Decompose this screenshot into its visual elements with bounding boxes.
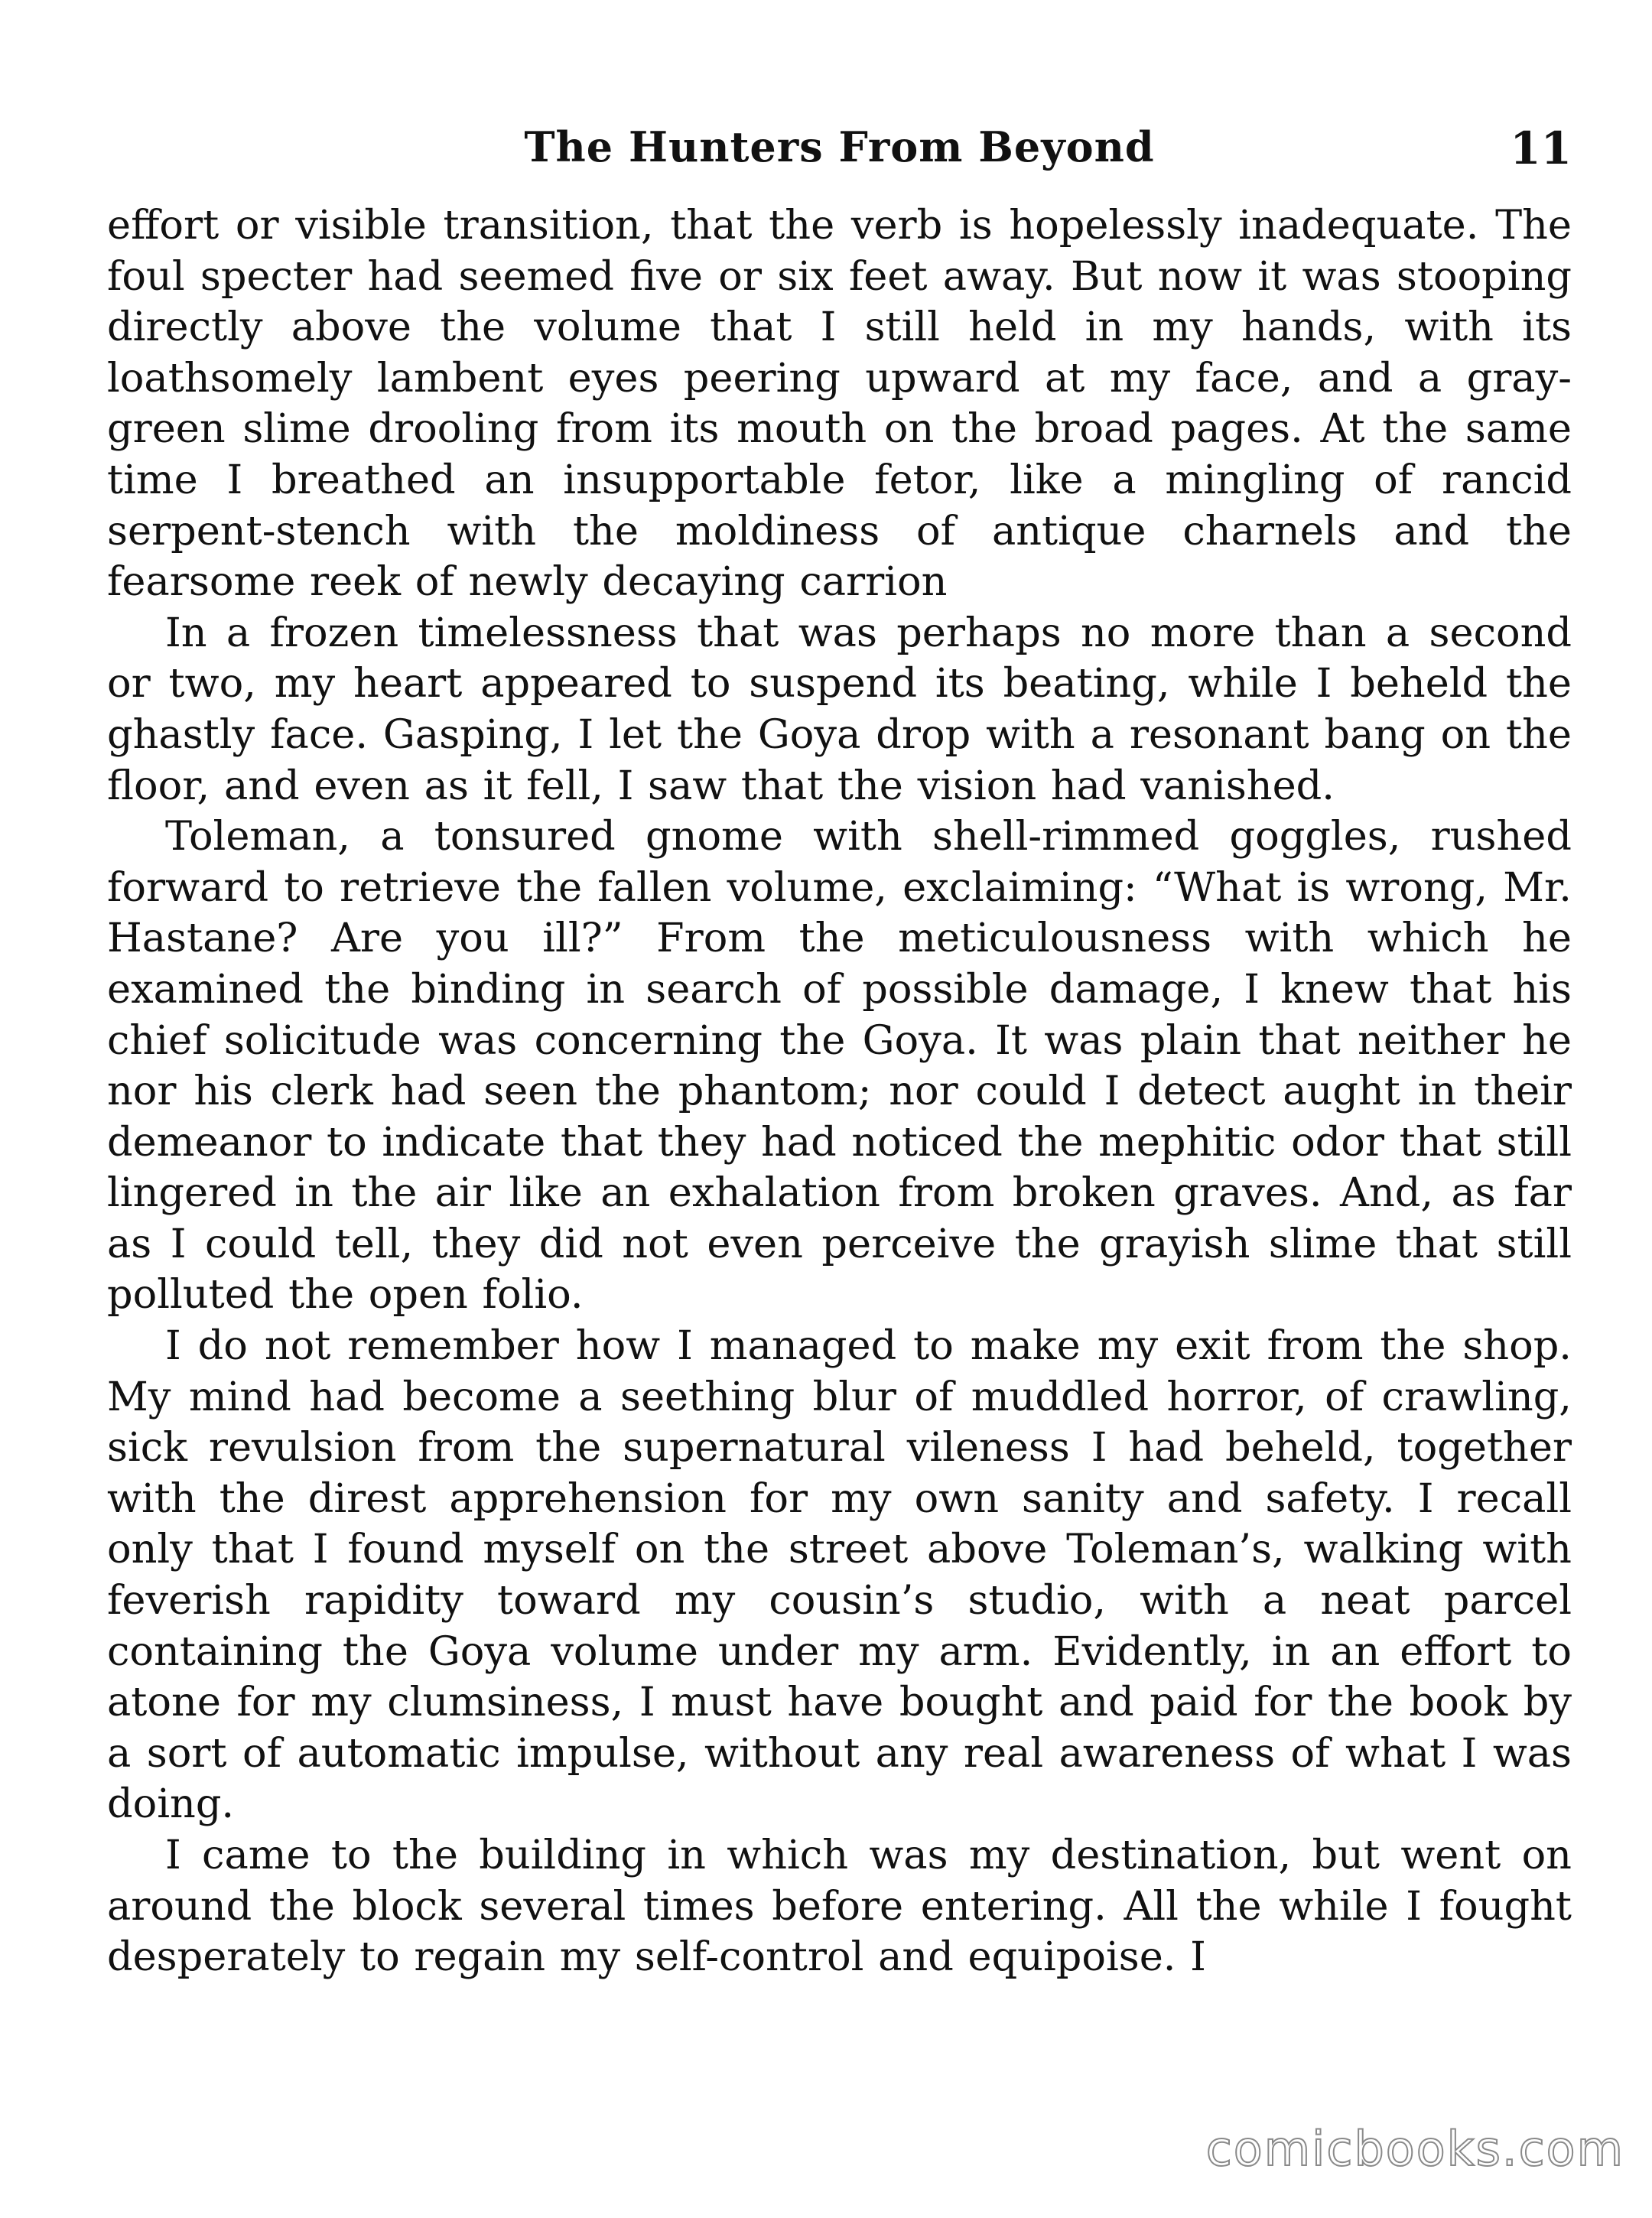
paragraph: In a frozen timelessness that was perhaps no more than a second or two, my heart appeared to suspend its beating, while I beheld the ghastly face. Gasping, I let the Goya drop with a resonant bang on the floor, and even as it fell, I saw that the vision had vanished. — [107, 609, 1572, 809]
body-text — [107, 200, 1572, 1983]
paragraph: I came to the building in which was my destination, but went on around the block several times before entering. All the while I fought desperately to regain my self-control and equipoise. I — [107, 1832, 1572, 1981]
watermark: comicbooks.com — [1205, 2121, 1624, 2177]
page-number: 11 — [1510, 122, 1572, 174]
paragraph: I do not remember how I managed to make my exit from the shop. My mind had become a seething blur of muddled horror, of crawling, sick revulsion from the supernatural vileness I had beheld, together with the direst apprehension for my own sanity and safety. I recall only that I found myself on the street above Toleman’s, walking with feverish rapidity toward my cousin’s studio, with a neat parcel containing the Goya volume under my arm. Evidently, in an effort to atone for my clumsiness, I must have bought and paid for the book by a sort of automatic impulse, without any real awareness of what I was doing. — [107, 1322, 1572, 1828]
book-page — [107, 115, 1572, 2180]
running-title: The Hunters From Beyond — [524, 122, 1155, 171]
paragraph-continued: effort or visible transition, that the verb is hopelessly inadequate. The foul specter had seemed five or six feet away. But now it was stooping directly above the volume that I still held in my hands, with its loathsomely lambent eyes peering upward at my face, and a gray-green slime drooling from its mouth on the broad pages. At the same time I breathed an insupportable fetor, like a mingling of rancid serpent-stench with the moldiness of antique charnels and the fearsome reek of newly decaying carrion — [107, 202, 1572, 606]
running-head — [107, 115, 1572, 191]
paragraph: Toleman, a tonsured gnome with shell-rimmed goggles, rushed forward to retrieve the fallen volume, exclaiming: “What is wrong, Mr. Hastane? Are you ill?” From the meticulousness with which he examined the binding in search of possible damage, I knew that his chief solicitude was concerning the Goya. It was plain that neither he nor his clerk had seen the phantom; nor could I detect aught in their demeanor to indicate that they had noticed the mephitic odor that still lingered in the air like an exhalation from broken graves. And, as far as I could tell, they did not even perceive the grayish slime that still polluted the open folio. — [107, 813, 1572, 1319]
